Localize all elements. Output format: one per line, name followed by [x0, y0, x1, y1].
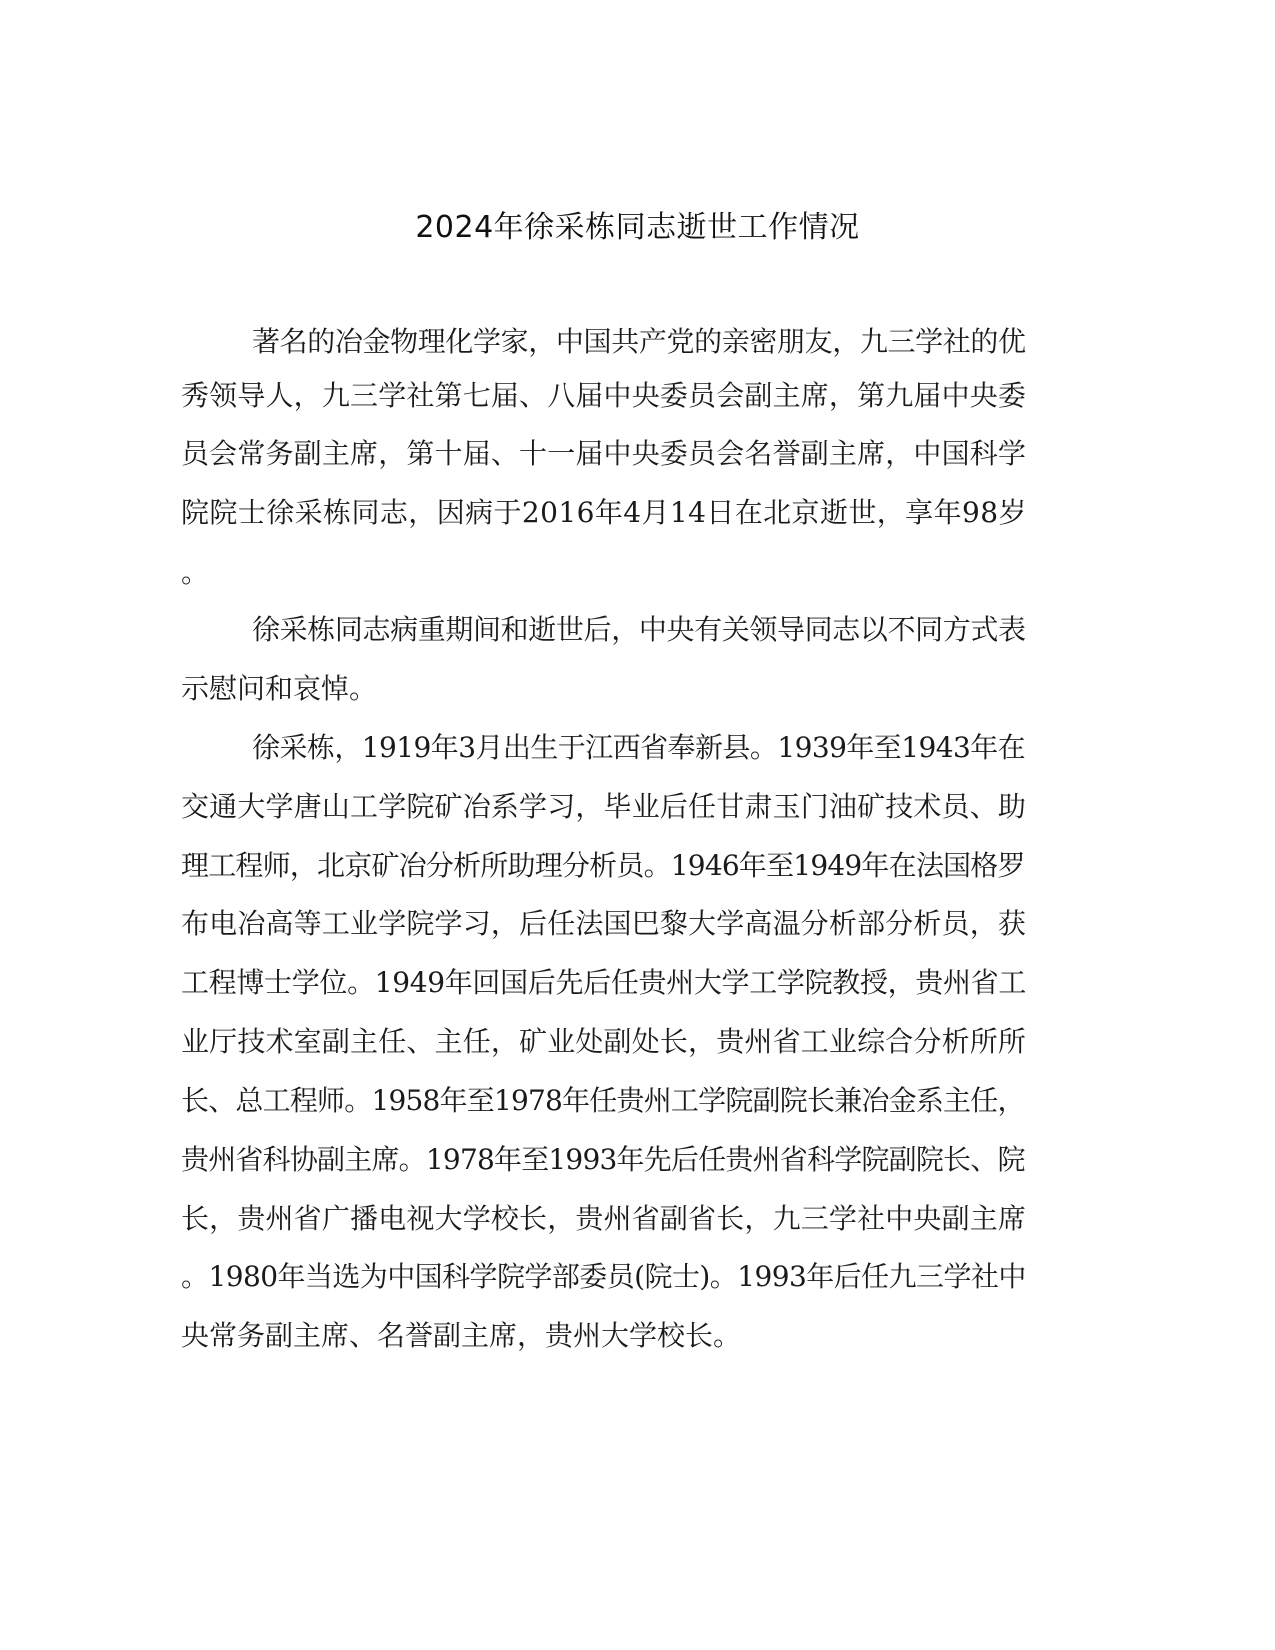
paragraph-3-line-2: 交通大学唐山工学院矿冶系学习，毕业后任甘肃玉门油矿技术员、助 [181, 790, 1027, 823]
paragraph-3-line-9: 长，贵州省广播电视大学校长，贵州省副省长，九三学社中央副主席 [181, 1202, 1027, 1235]
paragraph-3-line-11: 央常务副主席、名誉副主席，贵州大学校长。 [181, 1319, 742, 1352]
paragraph-3-line-6: 业厅技术室副主任、主任，矿业处副处长，贵州省工业综合分析所所 [181, 1025, 1027, 1058]
document-title: 2024年徐采栋同志逝世工作情况 [415, 210, 860, 245]
paragraph-3-line-10: 。1980年当选为中国科学院学部委员(院士)。1993年后任九三学社中 [181, 1260, 1026, 1293]
paragraph-1-line-1: 著名的冶金物理化学家，中国共产党的亲密朋友，九三学社的优 [252, 325, 1026, 358]
paragraph-3-line-4: 布电冶高等工业学院学习，后任法国巴黎大学高温分析部分析员，获 [181, 907, 1027, 940]
paragraph-3-line-8: 贵州省科协副主席。1978年至1993年先后任贵州省科学院副院长、院 [181, 1143, 1025, 1176]
paragraph-1-line-5: 。 [181, 556, 210, 589]
paragraph-1-line-2: 秀领导人，九三学社第七届、八届中央委员会副主席，第九届中央委 [181, 379, 1027, 412]
paragraph-1-line-3: 员会常务副主席，第十届、十一届中央委员会名誉副主席，中国科学 [181, 437, 1027, 470]
paragraph-3-line-1: 徐采栋，1919年3月出生于江西省奉新县。1939年至1943年在 [252, 731, 1026, 764]
paragraph-3-line-7: 长、总工程师。1958年至1978年任贵州工学院副院长兼冶金系主任， [181, 1084, 1025, 1117]
paragraph-2-line-1: 徐采栋同志病重期间和逝世后，中央有关领导同志以不同方式表 [252, 613, 1026, 646]
paragraph-1-line-4: 院院士徐采栋同志，因病于2016年4月14日在北京逝世，享年98岁 [181, 496, 1027, 529]
paragraph-3-line-5: 工程博士学位。1949年回国后先后任贵州大学工学院教授，贵州省工 [181, 966, 1027, 999]
paragraph-2-line-2: 示慰问和哀悼。 [181, 672, 378, 705]
paragraph-3-line-3: 理工程师，北京矿冶分析所助理分析员。1946年至1949年在法国格罗 [181, 849, 1025, 882]
